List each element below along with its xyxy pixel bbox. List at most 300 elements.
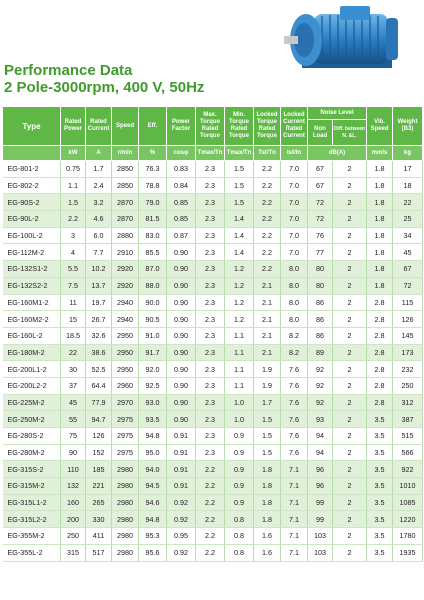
cell-eff: 87.0 [139,261,167,278]
cell-rpm: 2980 [112,478,139,495]
cell-vib: 1.8 [367,211,393,228]
cell-tmin: 0.9 [225,494,254,511]
cell-pf: 0.83 [167,161,196,178]
cell-tmin: 1.4 [225,244,254,261]
cell-tmax: 2.3 [196,177,225,194]
cell-tmin: 1.0 [225,394,254,411]
cell-ist: 7.6 [281,377,308,394]
table-row [3,244,423,261]
cell-tmax: 2.3 [196,194,225,211]
cell-tmin: 1.2 [225,261,254,278]
unit-min-torque: Tmax/Tn [225,146,254,161]
cell-rpm: 2980 [112,511,139,528]
cell-pf: 0.91 [167,478,196,495]
cell-rpm: 2975 [112,411,139,428]
cell-noise: 76 [308,227,333,244]
cell-ist: 8.0 [281,277,308,294]
cell-noise: 72 [308,194,333,211]
cell-diff: 2 [333,494,367,511]
motor-image [282,0,402,92]
cell-rpm: 2970 [112,394,139,411]
cell-tst: 1.8 [254,478,281,495]
cell-diff: 2 [333,361,367,378]
cell-eff: 93.0 [139,394,167,411]
cell-eff: 93.5 [139,411,167,428]
cell-type: EG-90S-2 [3,194,61,211]
cell-type: EG-160L-2 [3,327,61,344]
cell-pf: 0.92 [167,544,196,561]
cell-tmin: 0.9 [225,478,254,495]
cell-tmax: 2.2 [196,544,225,561]
cell-rpm: 2950 [112,361,139,378]
cell-a: 7.7 [86,244,112,261]
cell-ist: 8.0 [281,311,308,328]
cell-type: EG-132S2-2 [3,277,61,294]
cell-tmax: 2.3 [196,428,225,445]
cell-kw: 75 [61,428,86,445]
table-row [3,261,423,278]
cell-diff: 2 [333,277,367,294]
cell-noise: 80 [308,261,333,278]
cell-kw: 250 [61,528,86,545]
cell-tmin: 1.2 [225,311,254,328]
cell-eff: 94.8 [139,428,167,445]
cell-a: 26.7 [86,311,112,328]
cell-ist: 7.6 [281,411,308,428]
unit-weight: kg [393,146,423,161]
cell-diff: 2 [333,294,367,311]
cell-type: EG-280M-2 [3,444,61,461]
cell-type: EG-250M-2 [3,411,61,428]
cell-diff: 2 [333,177,367,194]
cell-tmax: 2.3 [196,244,225,261]
cell-tst: 2.2 [254,227,281,244]
cell-rpm: 2975 [112,444,139,461]
cell-tmax: 2.2 [196,494,225,511]
cell-kg: 922 [393,461,423,478]
cell-noise: 93 [308,411,333,428]
cell-eff: 85.5 [139,244,167,261]
cell-kw: 132 [61,478,86,495]
table-row [3,394,423,411]
cell-noise: 96 [308,478,333,495]
cell-tmax: 2.3 [196,161,225,178]
cell-tmax: 2.3 [196,277,225,294]
cell-eff: 92.5 [139,377,167,394]
cell-diff: 2 [333,311,367,328]
cell-tmax: 2.3 [196,311,225,328]
cell-noise: 94 [308,428,333,445]
cell-kg: 1780 [393,528,423,545]
cell-vib: 1.8 [367,177,393,194]
cell-vib: 3.5 [367,494,393,511]
cell-a: 10.2 [86,261,112,278]
cell-pf: 0.90 [167,411,196,428]
cell-vib: 3.5 [367,461,393,478]
col-locked-current: Locked Current Rated Current [281,107,308,146]
cell-eff: 76.3 [139,161,167,178]
cell-tmin: 0.8 [225,511,254,528]
cell-tmin: 1.0 [225,411,254,428]
col-noise-level: Noise Level [308,107,367,120]
unit-current: A [86,146,112,161]
cell-eff: 90.5 [139,311,167,328]
table-row [3,461,423,478]
cell-pf: 0.90 [167,394,196,411]
cell-tmax: 2.3 [196,361,225,378]
cell-kw: 18.5 [61,327,86,344]
cell-noise: 99 [308,494,333,511]
cell-a: 2.4 [86,177,112,194]
cell-tmax: 2.3 [196,211,225,228]
cell-vib: 2.8 [367,344,393,361]
cell-diff: 2 [333,377,367,394]
cell-tmin: 1.2 [225,294,254,311]
cell-pf: 0.85 [167,211,196,228]
cell-ist: 7.1 [281,528,308,545]
cell-type: EG-355L-2 [3,544,61,561]
cell-ist: 8.0 [281,261,308,278]
unit-power: kW [61,146,86,161]
cell-ist: 8.0 [281,294,308,311]
cell-tst: 2.1 [254,277,281,294]
cell-kw: 11 [61,294,86,311]
cell-eff: 81.5 [139,211,167,228]
cell-pf: 0.90 [167,277,196,294]
col-speed: Speed [112,107,139,146]
cell-type: EG-100L-2 [3,227,61,244]
cell-eff: 94.5 [139,478,167,495]
cell-pf: 0.90 [167,244,196,261]
cell-diff: 2 [333,428,367,445]
table-body [3,161,423,562]
table-row [3,428,423,445]
col-type: Type [3,107,61,146]
cell-noise: 92 [308,394,333,411]
cell-type: EG-180M-2 [3,344,61,361]
cell-kg: 1010 [393,478,423,495]
cell-kg: 115 [393,294,423,311]
cell-tst: 2.2 [254,261,281,278]
cell-vib: 3.5 [367,511,393,528]
cell-ist: 7.0 [281,211,308,228]
cell-rpm: 2950 [112,344,139,361]
cell-noise: 77 [308,244,333,261]
cell-a: 94.7 [86,411,112,428]
cell-a: 6.0 [86,227,112,244]
cell-a: 52.5 [86,361,112,378]
cell-type: EG-132S1-2 [3,261,61,278]
cell-kw: 5.5 [61,261,86,278]
cell-tmin: 0.8 [225,528,254,545]
table-row [3,511,423,528]
cell-tst: 1.8 [254,511,281,528]
cell-tmin: 0.8 [225,544,254,561]
cell-vib: 1.8 [367,244,393,261]
cell-tmin: 0.9 [225,461,254,478]
cell-noise: 80 [308,277,333,294]
cell-pf: 0.85 [167,194,196,211]
cell-noise: 92 [308,361,333,378]
cell-kw: 4 [61,244,86,261]
cell-pf: 0.91 [167,428,196,445]
cell-noise: 89 [308,344,333,361]
table-row [3,311,423,328]
cell-diff: 2 [333,461,367,478]
cell-kw: 2.2 [61,211,86,228]
cell-a: 221 [86,478,112,495]
cell-tst: 1.7 [254,394,281,411]
cell-eff: 94.6 [139,494,167,511]
cell-rpm: 2940 [112,294,139,311]
cell-a: 77.9 [86,394,112,411]
cell-vib: 2.8 [367,361,393,378]
table-row [3,177,423,194]
cell-type: EG-225M-2 [3,394,61,411]
cell-type: EG-355M-2 [3,528,61,545]
table-row [3,494,423,511]
cell-kg: 126 [393,311,423,328]
col-vib-speed: Vib. Speed [367,107,393,146]
cell-tmin: 1.1 [225,344,254,361]
cell-noise: 67 [308,177,333,194]
cell-kw: 200 [61,511,86,528]
table-row [3,478,423,495]
cell-tmin: 1.5 [225,194,254,211]
cell-tst: 1.9 [254,377,281,394]
cell-noise: 86 [308,327,333,344]
cell-a: 1.7 [86,161,112,178]
cell-kg: 312 [393,394,423,411]
col-locked-torque: Locked Torque Rated Torque [254,107,281,146]
col-min-torque: Min. Torque Rated Torque [225,107,254,146]
cell-tmax: 2.3 [196,444,225,461]
cell-ist: 7.6 [281,428,308,445]
table-row [3,277,423,294]
header-row [3,107,423,120]
cell-diff: 2 [333,478,367,495]
cell-tst: 1.5 [254,428,281,445]
cell-tst: 1.5 [254,444,281,461]
cell-kg: 566 [393,444,423,461]
cell-vib: 1.8 [367,194,393,211]
cell-ist: 7.0 [281,161,308,178]
cell-eff: 88.0 [139,277,167,294]
cell-rpm: 2975 [112,428,139,445]
cell-ist: 7.6 [281,394,308,411]
cell-type: EG-200L2-2 [3,377,61,394]
table-row [3,344,423,361]
cell-a: 3.2 [86,194,112,211]
cell-tst: 2.1 [254,294,281,311]
cell-tmin: 0.9 [225,444,254,461]
cell-rpm: 2870 [112,194,139,211]
table-row [3,194,423,211]
cell-type: EG-315S-2 [3,461,61,478]
cell-tmax: 2.3 [196,327,225,344]
cell-type: EG-315L2-2 [3,511,61,528]
cell-rpm: 2920 [112,261,139,278]
cell-a: 517 [86,544,112,561]
table-row [3,544,423,561]
cell-tmax: 2.2 [196,511,225,528]
col-eff: Eff. [139,107,167,146]
cell-eff: 95.6 [139,544,167,561]
performance-table [2,106,423,562]
cell-rpm: 2910 [112,244,139,261]
cell-type: EG-90L-2 [3,211,61,228]
col-rated-power: Rated Power [61,107,86,146]
cell-eff: 90.0 [139,294,167,311]
cell-noise: 99 [308,511,333,528]
cell-tst: 2.1 [254,344,281,361]
cell-tmax: 2.3 [196,377,225,394]
cell-rpm: 2950 [112,327,139,344]
cell-tmin: 1.1 [225,377,254,394]
cell-kw: 110 [61,461,86,478]
cell-pf: 0.91 [167,444,196,461]
cell-a: 152 [86,444,112,461]
cell-ist: 7.1 [281,478,308,495]
cell-rpm: 2850 [112,177,139,194]
cell-noise: 103 [308,528,333,545]
cell-kw: 0.75 [61,161,86,178]
cell-type: EG-315M-2 [3,478,61,495]
page-subtitle: 2 Pole-3000rpm, 400 V, 50Hz [4,79,205,96]
cell-diff: 2 [333,227,367,244]
cell-a: 32.6 [86,327,112,344]
cell-kg: 22 [393,194,423,211]
cell-kg: 232 [393,361,423,378]
cell-diff: 2 [333,261,367,278]
cell-noise: 94 [308,444,333,461]
table-row [3,294,423,311]
cell-noise: 86 [308,294,333,311]
cell-pf: 0.92 [167,494,196,511]
cell-tmax: 2.2 [196,461,225,478]
cell-eff: 83.0 [139,227,167,244]
cell-a: 330 [86,511,112,528]
cell-a: 126 [86,428,112,445]
cell-kg: 17 [393,161,423,178]
unit-eff: % [139,146,167,161]
cell-vib: 2.8 [367,311,393,328]
col-noise-non-load: Non Load [308,120,333,146]
cell-kg: 67 [393,261,423,278]
cell-vib: 3.5 [367,411,393,428]
cell-diff: 2 [333,444,367,461]
cell-rpm: 2960 [112,377,139,394]
table-row [3,411,423,428]
cell-type: EG-160M2-2 [3,311,61,328]
cell-pf: 0.91 [167,461,196,478]
col-max-torque: Max. Torque Rated Torque [196,107,225,146]
cell-kw: 22 [61,344,86,361]
cell-eff: 92.0 [139,361,167,378]
cell-a: 64.4 [86,377,112,394]
unit-max-torque: Tmax/Tn [196,146,225,161]
cell-type: EG-802-2 [3,177,61,194]
cell-vib: 3.5 [367,528,393,545]
cell-ist: 7.0 [281,227,308,244]
cell-tst: 2.2 [254,194,281,211]
cell-vib: 2.8 [367,394,393,411]
cell-type: EG-280S-2 [3,428,61,445]
cell-vib: 2.8 [367,327,393,344]
cell-tst: 2.2 [254,161,281,178]
unit-pf: cosφ [167,146,196,161]
cell-rpm: 2920 [112,277,139,294]
title-block [4,62,204,96]
cell-kg: 515 [393,428,423,445]
cell-vib: 3.5 [367,444,393,461]
cell-kg: 25 [393,211,423,228]
cell-eff: 79.0 [139,194,167,211]
cell-pf: 0.84 [167,177,196,194]
cell-eff: 94.0 [139,461,167,478]
cell-rpm: 2940 [112,311,139,328]
cell-kw: 1.1 [61,177,86,194]
col-weight: Weight (B3) [393,107,423,146]
cell-tmax: 2.2 [196,528,225,545]
cell-pf: 0.90 [167,294,196,311]
cell-pf: 0.90 [167,327,196,344]
cell-ist: 8.2 [281,344,308,361]
cell-kg: 72 [393,277,423,294]
unit-speed: r/min [112,146,139,161]
cell-tmax: 2.3 [196,227,225,244]
cell-ist: 7.1 [281,494,308,511]
cell-kg: 34 [393,227,423,244]
cell-tmin: 1.4 [225,227,254,244]
cell-kw: 315 [61,544,86,561]
cell-ist: 7.6 [281,444,308,461]
cell-type: EG-200L1-2 [3,361,61,378]
cell-rpm: 2980 [112,494,139,511]
cell-rpm: 2880 [112,227,139,244]
cell-a: 411 [86,528,112,545]
table-row [3,327,423,344]
cell-tmax: 2.3 [196,344,225,361]
page-title: Performance Data [4,62,133,79]
cell-tmin: 1.5 [225,161,254,178]
cell-diff: 2 [333,411,367,428]
table-row [3,377,423,394]
cell-tst: 2.2 [254,244,281,261]
cell-a: 19.7 [86,294,112,311]
cell-a: 185 [86,461,112,478]
cell-rpm: 2850 [112,161,139,178]
cell-noise: 67 [308,161,333,178]
cell-tmin: 0.9 [225,428,254,445]
cell-pf: 0.87 [167,227,196,244]
cell-pf: 0.95 [167,528,196,545]
cell-ist: 7.0 [281,194,308,211]
cell-tmin: 1.4 [225,211,254,228]
cell-ist: 7.0 [281,244,308,261]
unit-noise: dB(A) [308,146,367,161]
cell-eff: 94.8 [139,511,167,528]
cell-type: EG-801-2 [3,161,61,178]
cell-vib: 2.8 [367,377,393,394]
cell-vib: 3.5 [367,544,393,561]
cell-type: EG-112M-2 [3,244,61,261]
cell-tst: 2.2 [254,177,281,194]
cell-ist: 7.1 [281,544,308,561]
cell-tst: 1.5 [254,411,281,428]
cell-ist: 8.2 [281,327,308,344]
cell-rpm: 2870 [112,211,139,228]
